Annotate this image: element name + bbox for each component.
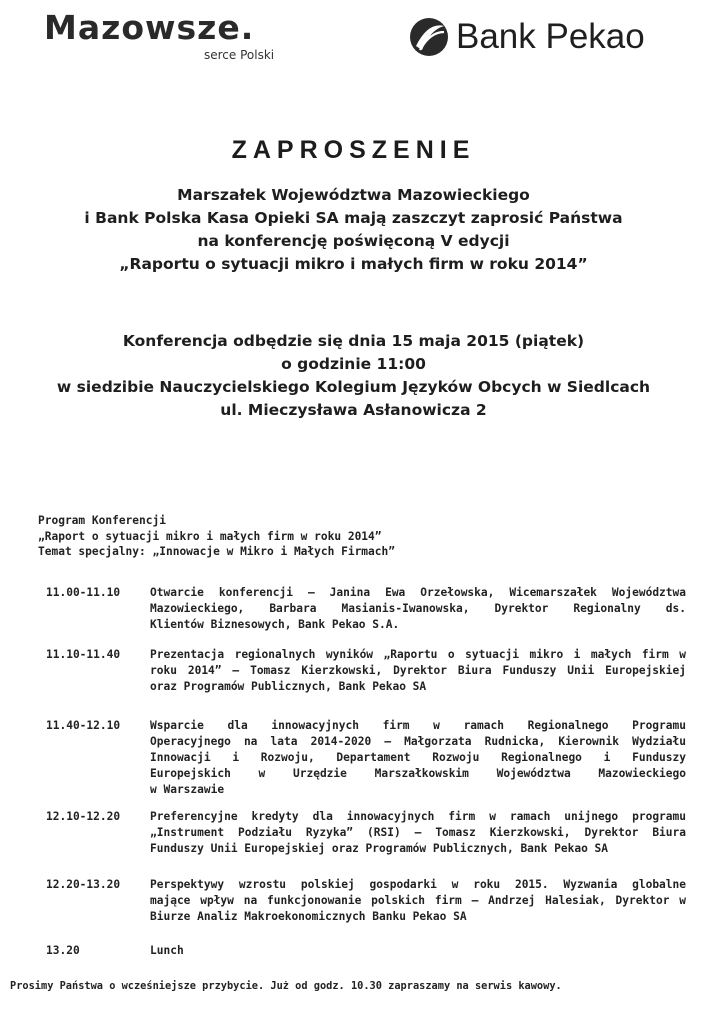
details-line: o godzinie 11:00 (281, 355, 426, 373)
schedule-description (150, 647, 686, 695)
program-special-topic: Temat specjalny: „Innowacje w Mikro i Małych Firmach” (38, 545, 395, 558)
schedule-time: 12.10-12.20 (46, 810, 121, 823)
schedule-description-line: Funduszy Unii Europejskiej oraz Programów Publicznych, Bank Pekao SA (150, 842, 609, 855)
schedule-description-line: Mazowieckiego, Barbara Masianis-Iwanowska, Dyrektor Regionalny ds. (150, 602, 686, 615)
intro-line: i Bank Polska Kasa Opieki SA mają zaszczyt zaprosić Państwa (84, 209, 623, 227)
schedule-time: 12.20-13.20 (46, 878, 121, 891)
schedule-description-line: Otwarcie konferencji – Janina Ewa Orzełowska, Wicemarszałek Województwa (150, 586, 686, 599)
schedule-description-line: Klientów Biznesowych, Bank Pekao S.A. (150, 618, 400, 631)
mazowsze-wordmark: Mazowsze. (44, 8, 255, 47)
schedule-description (150, 585, 686, 633)
schedule-time: 11.40-12.10 (46, 719, 121, 732)
schedule-description-line: Europejskich w Urzędzie Marszałkowskim Województwa Mazowieckiego (150, 767, 686, 780)
schedule-description-line: Operacyjnego na lata 2014-2020 – Małgorzata Rudnicka, Kierownik Wydziału (150, 735, 686, 748)
program-heading: Program Konferencji (38, 514, 166, 527)
intro-line: na konferencję poświęconą V edycji (197, 232, 510, 250)
schedule-description-line: roku 2014” – Tomasz Kierzkowski, Dyrektor Biura Funduszy Unii Europejskiej (150, 664, 686, 677)
schedule-description (150, 809, 686, 857)
schedule-description-line: oraz Programów Publicznych, Bank Pekao SA (150, 680, 427, 693)
schedule-time: 11.10-11.40 (46, 648, 121, 661)
schedule-description-line: Perspektywy wzrostu polskiej gospodarki w roku 2015. Wyzwania globalne (150, 878, 686, 891)
details-line: Konferencja odbędzie się dnia 15 maja 2015 (piątek) (122, 332, 585, 350)
mazowsze-tagline: serce Polski (204, 48, 275, 62)
schedule-description-line: Preferencyjne kredyty dla innowacyjnych firm w ramach unijnego programu (150, 810, 686, 823)
invitation-intro (0, 184, 707, 276)
schedule-time: 13.20 (46, 944, 80, 957)
program-header (38, 513, 395, 560)
program-subtitle: „Raport o sytuacji mikro i małych firm w roku 2014” (38, 529, 382, 543)
schedule-description (150, 718, 686, 798)
invitation-title: ZAPROSZENIE (231, 136, 476, 164)
bank-pekao-name: Bank Pekao (456, 17, 645, 56)
schedule-description-line: Lunch (150, 944, 184, 957)
schedule-description-line: Innowacji i Rozwoju, Departament Rozwoju Regionalnego i Funduszy (150, 751, 686, 764)
schedule-description-line: w Warszawie (150, 783, 225, 796)
schedule-description-line: Wsparcie dla innowacyjnych firm w ramach Regionalnego Programu (150, 719, 686, 732)
mazowsze-logo (44, 8, 294, 66)
schedule-description (150, 943, 686, 959)
intro-line: Marszałek Województwa Mazowieckiego (177, 186, 530, 204)
bank-pekao-logo (408, 14, 678, 60)
conference-details (0, 330, 707, 422)
bank-pekao-emblem-icon (408, 16, 450, 58)
schedule-description-line: Prezentacja regionalnych wyników „Raportu o sytuacji mikro i małych firm w (150, 648, 686, 661)
schedule-description-line: Biurze Analiz Makroekonomicznych Banku Pekao SA (150, 910, 467, 923)
intro-line: „Raportu o sytuacji mikro i małych firm w roku 2014” (119, 255, 588, 273)
footer-note: Prosimy Państwa o wcześniejsze przybycie. Już od godz. 10.30 zapraszamy na serwis kawowy. (10, 980, 562, 992)
schedule-time: 11.00-11.10 (46, 586, 121, 599)
schedule-description-line: „Instrument Podziału Ryzyka” (RSI) – Tomasz Kierzkowski, Dyrektor Biura (150, 826, 686, 839)
schedule-description-line: mające wpływ na funkcjonowanie polskich firm – Andrzej Halesiak, Dyrektor w (150, 894, 686, 907)
details-line: ul. Mieczysława Asłanowicza 2 (220, 401, 487, 419)
schedule-description (150, 877, 686, 925)
details-line: w siedzibie Nauczycielskiego Kolegium Języków Obcych w Siedlcach (56, 378, 651, 396)
